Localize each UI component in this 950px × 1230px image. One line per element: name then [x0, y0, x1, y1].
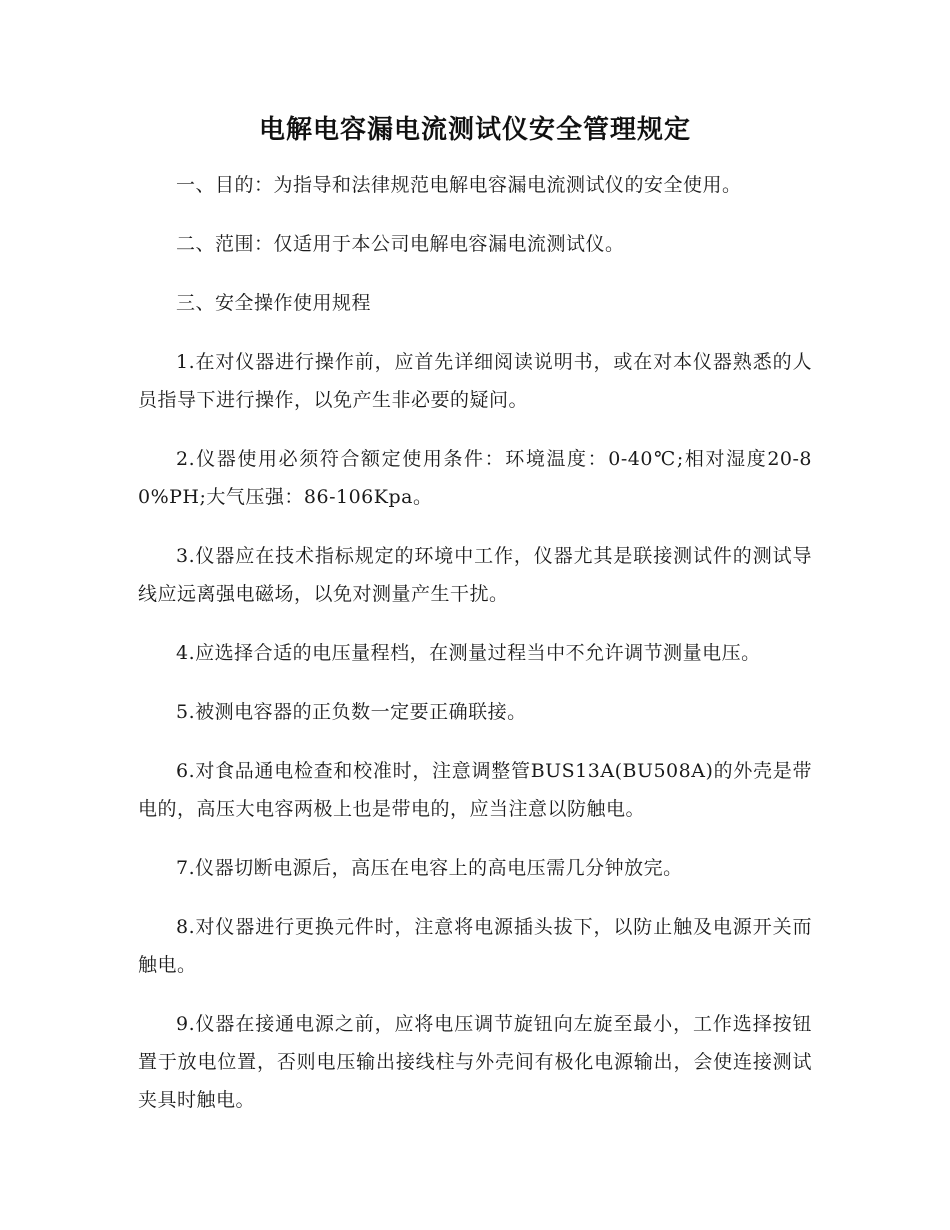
document-title: 电解电容漏电流测试仪安全管理规定 — [258, 115, 691, 145]
paragraph-rule-3: 3.仪器应在技术指标规定的环境中工作，仪器尤其是联接测试件的测试导线应远离强电磁场，以免对测量产生干扰。 — [138, 545, 812, 605]
paragraph-rule-4: 4.应选择合适的电压量程档，在测量过程当中不允许调节测量电压。 — [176, 642, 761, 664]
paragraph-rule-7: 7.仪器切断电源后，高压在电容上的高电压需几分钟放完。 — [176, 857, 683, 879]
paragraph-rule-5: 5.被测电容器的正负数一定要正确联接。 — [176, 701, 527, 723]
paragraph-rule-2: 2.仪器使用必须符合额定使用条件：环境温度：0-40℃;相对湿度20-80%PH;大气压强：86-106Kpa。 — [138, 448, 812, 508]
paragraph-rule-9: 9.仪器在接通电源之前，应将电压调节旋钮向左旋至最小，工作选择按钮置于放电位置，否则电压输出接线柱与外壳间有极化电源输出，会使连接测试夹具时触电。 — [138, 1013, 812, 1111]
paragraph-purpose: 一、目的：为指导和法律规范电解电容漏电流测试仪的安全使用。 — [176, 174, 742, 196]
paragraph-procedures-heading: 三、安全操作使用规程 — [176, 292, 372, 314]
paragraph-scope: 二、范围：仅适用于本公司电解电容漏电流测试仪。 — [176, 233, 625, 255]
paragraph-rule-8: 8.对仪器进行更换元件时，注意将电源插头拔下，以防止触及电源开关而触电。 — [138, 916, 812, 976]
paragraph-rule-6: 6.对食品通电检查和校准时，注意调整管BUS13A(BU508A)的外壳是带电的，高压大电容两极上也是带电的，应当注意以防触电。 — [138, 760, 812, 820]
paragraph-rule-1: 1.在对仪器进行操作前，应首先详细阅读说明书，或在对本仪器熟悉的人员指导下进行操作，以免产生非必要的疑问。 — [138, 351, 812, 411]
document-body — [138, 166, 812, 1119]
